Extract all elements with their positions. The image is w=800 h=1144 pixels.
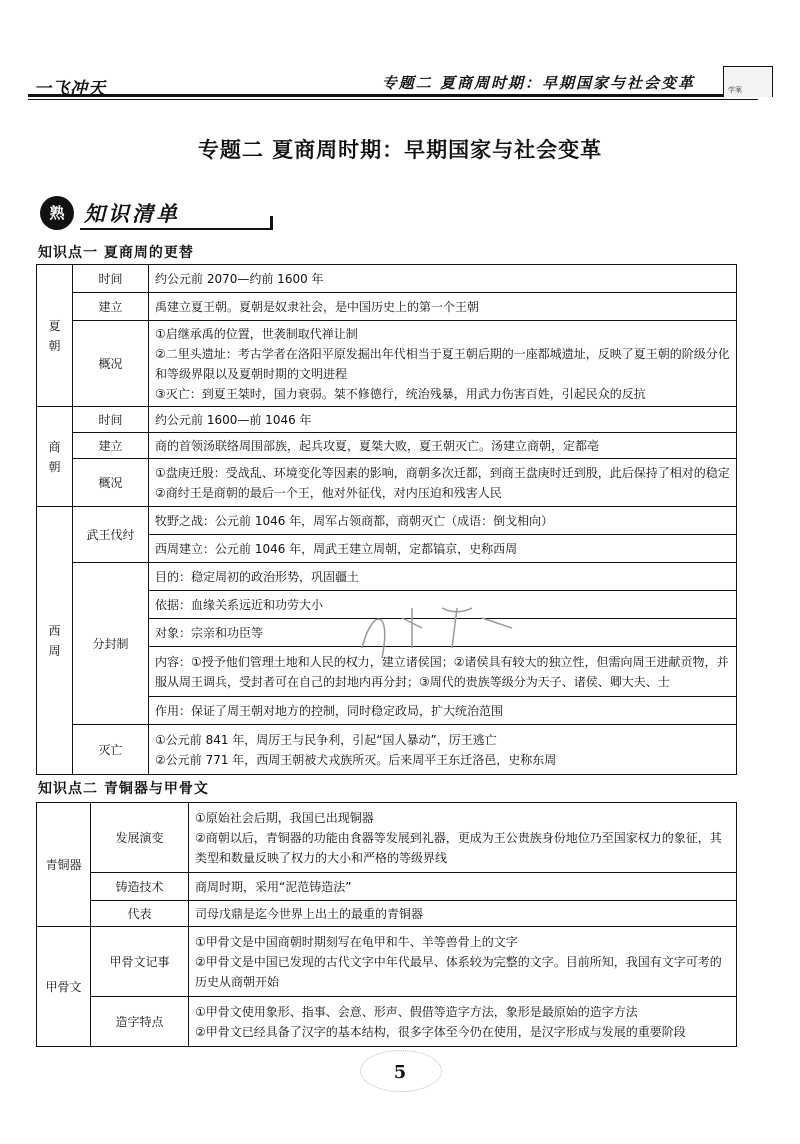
- fenfeng-item: 依据：血缘关系远近和功劳大小: [149, 591, 737, 619]
- xia-found: 禹建立夏王朝。夏朝是奴隶社会，是中国历史上的第一个王朝: [149, 293, 737, 321]
- bronze-rep-label: 代表: [91, 901, 189, 927]
- fenfeng-item: 对象：宗亲和功臣等: [149, 619, 737, 647]
- table-row: [37, 563, 737, 591]
- shang-time: 约公元前 1600—前 1046 年: [149, 407, 737, 433]
- oracle-record-label: 甲骨文记事: [91, 927, 189, 997]
- wuwang-label: 武王伐纣: [73, 507, 149, 563]
- running-title: 专题二 夏商周时期：早期国家与社会变革: [381, 74, 695, 92]
- bronze-rep: 司母戊鼎是迄今世界上出土的最重的青铜器: [189, 901, 737, 927]
- table-row: [37, 873, 737, 901]
- table-row: [37, 725, 737, 775]
- bronze-cast: 商周时期，采用“泥范铸造法”: [189, 873, 737, 901]
- overview-line: ③灭亡：到夏王桀时，国力衰弱。桀不修德行，统治残暴，用武力伤害百姓，引起民众的反抗: [155, 386, 646, 401]
- section1-heading: 知识点一 夏商周的更替: [38, 245, 194, 261]
- table-row: [37, 459, 737, 507]
- char-line: ②甲骨文已经具备了汉字的基本结构，很多字体至今仍在使用，是汉字形成与发展的重要阶段: [195, 1024, 686, 1039]
- xia-time-label: 时间: [73, 265, 149, 293]
- oracle-label: 甲骨文: [37, 927, 91, 1047]
- xia-label: 夏朝: [37, 265, 73, 407]
- shang-time-label: 时间: [73, 407, 149, 433]
- fenfeng-item: 内容：①授予他们管理土地和人民的权力，建立诸侯国；②诸侯具有较大的独立性，但需向周王进献贡物，并服从周王调兵，受封者可在自己的封地内再分封；③周代的贵族等级分为天子、诸侯、卿大夫、士: [149, 647, 737, 697]
- table-row: [37, 507, 737, 535]
- fenfeng-item: 作用：保证了周王朝对地方的控制，同时稳定政局，扩大统治范围: [149, 697, 737, 725]
- header-rule: [28, 94, 758, 97]
- section-banner: [40, 194, 276, 232]
- header-tab-mark: 学案: [728, 86, 742, 94]
- fenfeng-label: 分封制: [73, 563, 149, 725]
- bronze-oracle-table: [36, 802, 737, 1047]
- table-row: [37, 803, 737, 873]
- handwriting-stamp-icon: [342, 588, 532, 678]
- table-row: [37, 927, 737, 997]
- wuwang-item: 牧野之战：公元前 1046 年，周军占领商都，商朝灭亡（成语：倒戈相向）: [149, 507, 737, 535]
- zhou-fall: [149, 725, 737, 775]
- oracle-char-label: 造字特点: [91, 997, 189, 1047]
- bronze-cast-label: 铸造技术: [91, 873, 189, 901]
- xia-found-label: 建立: [73, 293, 149, 321]
- page-title: 专题二 夏商周时期：早期国家与社会变革: [197, 138, 603, 162]
- wuwang-item: 西周建立：公元前 1046 年，周武王建立周朝，定都镐京，史称西周: [149, 535, 737, 563]
- fall-label: 灭亡: [73, 725, 149, 775]
- page-number: 5: [393, 1062, 407, 1083]
- overview-line: ①启继承禹的位置，世袭制取代禅让制: [155, 326, 358, 341]
- zhou-label: 西周: [37, 507, 73, 775]
- shang-found-label: 建立: [73, 433, 149, 459]
- header-rule-thin: [28, 99, 758, 100]
- banner-badge-icon: 熟: [40, 196, 74, 230]
- dynasty-table: [36, 264, 737, 775]
- banner-end-mark: [270, 216, 273, 230]
- shang-label: 商朝: [37, 407, 73, 507]
- table-row: [37, 901, 737, 927]
- record-line: ①甲骨文是中国商朝时期刻写在龟甲和牛、羊等兽骨上的文字: [195, 934, 518, 949]
- table-row: [37, 321, 737, 407]
- header-tab: [723, 66, 773, 97]
- banner-underline: [80, 228, 270, 230]
- fall-line: ①公元前 841 年，周厉王与民争利，引起“国人暴动”，厉王逃亡: [155, 732, 497, 747]
- record-line: ②甲骨文是中国已发现的古代文字中年代最早、体系较为完整的文字。目前所知，我国有文字可考的历史从商朝开始: [195, 954, 722, 989]
- brand-logo: 一飞冲天: [34, 79, 106, 99]
- overview-line: ①盘庚迁殷：受战乱、环境变化等因素的影响，商朝多次迁都，到商王盘庚时迁到殷，此后保持了相对的稳定: [155, 465, 730, 480]
- xia-overview: [149, 321, 737, 407]
- table-row: [37, 293, 737, 321]
- bronze-dev-label: 发展演变: [91, 803, 189, 873]
- oracle-record: [189, 927, 737, 997]
- shang-found: 商的首领汤联络周围部族，起兵攻夏，夏桀大败，夏王朝灭亡。汤建立商朝，定都亳: [149, 433, 737, 459]
- table-row: [37, 265, 737, 293]
- dev-line: ①原始社会后期，我国已出现铜器: [195, 810, 374, 825]
- section2-heading: 知识点二 青铜器与甲骨文: [38, 781, 209, 797]
- bronze-label: 青铜器: [37, 803, 91, 927]
- shang-overview-label: 概况: [73, 459, 149, 507]
- char-line: ①甲骨文使用象形、指事、会意、形声、假借等造字方法，象形是最原始的造字方法: [195, 1004, 638, 1019]
- overview-line: ②商纣王是商朝的最后一个王，他对外征伐，对内压迫和残害人民: [155, 485, 502, 500]
- table-row: [37, 407, 737, 433]
- banner-label: 知识清单: [84, 202, 180, 226]
- shang-overview: [149, 459, 737, 507]
- overview-line: ②二里头遗址：考古学者在洛阳平原发掘出年代相当于夏王朝后期的一座都城遗址，反映了夏王朝的阶级分化和等级界限以及夏朝时期的文明进程: [155, 346, 730, 381]
- xia-time: 约公元前 2070—约前 1600 年: [149, 265, 737, 293]
- fenfeng-item: 目的：稳定周初的政治形势，巩固疆土: [149, 563, 737, 591]
- dev-line: ②商朝以后，青铜器的功能由食器等发展到礼器，更成为王公贵族身份地位乃至国家权力的象征，其类型和数量反映了权力的大小和严格的等级界线: [195, 830, 722, 865]
- table-row: [37, 997, 737, 1047]
- bronze-dev: [189, 803, 737, 873]
- fall-line: ②公元前 771 年，西周王朝被犬戎族所灭。后来周平王东迁洛邑，史称东周: [155, 752, 557, 767]
- running-header: [28, 66, 773, 100]
- table-row: [37, 433, 737, 459]
- oracle-char: [189, 997, 737, 1047]
- xia-overview-label: 概况: [73, 321, 149, 407]
